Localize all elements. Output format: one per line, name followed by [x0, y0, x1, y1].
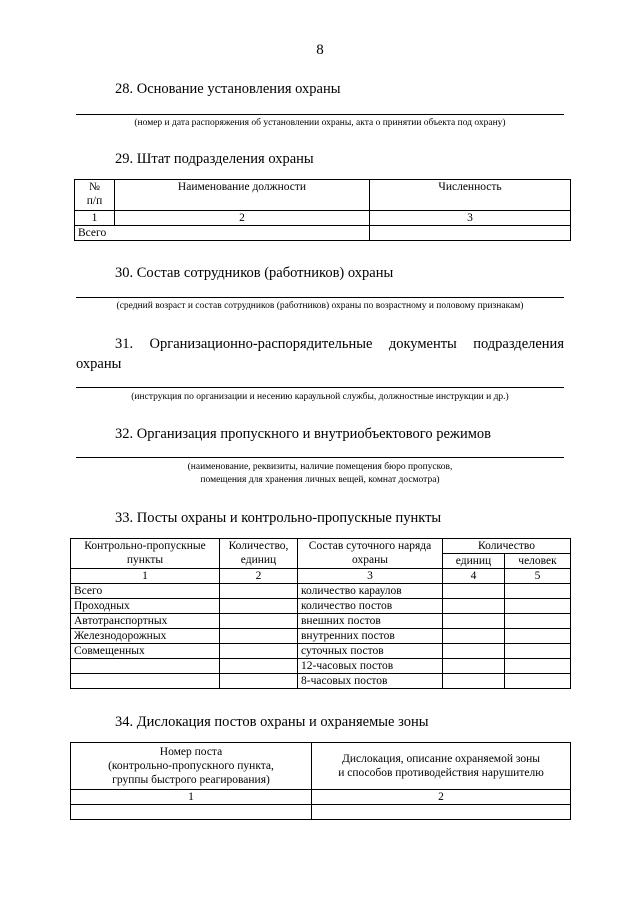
section-33-title: 33. Посты охраны и контрольно-пропускные пункты [115, 510, 442, 526]
posts-persons-cell[interactable] [505, 629, 571, 644]
posts-checkpoint-cell [71, 674, 220, 689]
table-row [71, 805, 571, 820]
posts-checkpoint-cell: Железнодорожных [71, 629, 220, 644]
posts-units-cell[interactable] [443, 674, 505, 689]
posts-header-quantity-group: Количество [443, 539, 571, 554]
table-row [71, 644, 571, 659]
posts-persons-cell[interactable] [505, 674, 571, 689]
section-30-fill-line [76, 297, 564, 298]
table-row [71, 659, 571, 674]
table-row [71, 584, 571, 599]
posts-col-number-3: 3 [298, 569, 443, 584]
staff-table [74, 179, 571, 241]
dislocation-post-cell[interactable] [71, 805, 312, 820]
table-row [71, 674, 571, 689]
section-32-title: 32. Организация пропускного и внутриобъектового режимов [115, 426, 491, 442]
section-31-title-line1: 31. Организационно-распорядительные документы подразделения [115, 336, 564, 352]
posts-duty-cell: 12-часовых постов [298, 659, 443, 674]
section-29-title: 29. Штат подразделения охраны [115, 151, 314, 167]
posts-checkpoint-cell: Совмещенных [71, 644, 220, 659]
posts-duty-cell: суточных постов [298, 644, 443, 659]
dislocation-col-number-1: 1 [71, 790, 312, 805]
staff-col-number-1: 1 [75, 211, 115, 226]
posts-quantity-cell[interactable] [220, 644, 298, 659]
staff-total-label: Всего [75, 226, 370, 241]
section-32-caption-line1: (наименование, реквизиты, наличие помещения бюро пропусков, [187, 462, 453, 472]
posts-header-persons: человек [505, 554, 571, 569]
posts-quantity-cell[interactable] [220, 614, 298, 629]
posts-quantity-cell[interactable] [220, 629, 298, 644]
section-28-title: 28. Основание установления охраны [115, 81, 341, 97]
staff-total-value[interactable] [370, 226, 571, 241]
section-31-title-line2: охраны [76, 356, 122, 372]
posts-col-number-5: 5 [505, 569, 571, 584]
section-32-fill-line [76, 457, 564, 458]
posts-col-number-4: 4 [443, 569, 505, 584]
dislocation-header-post-number: Номер поста (контрольно-пропускного пункта, группы быстрого реагирования) [71, 743, 312, 790]
staff-col-number-2: 2 [115, 211, 370, 226]
table-row [71, 614, 571, 629]
staff-header-count: Численность [370, 180, 571, 211]
posts-units-cell[interactable] [443, 614, 505, 629]
posts-quantity-cell[interactable] [220, 599, 298, 614]
staff-col-number-3: 3 [370, 211, 571, 226]
posts-checkpoint-cell: Всего [71, 584, 220, 599]
posts-units-cell[interactable] [443, 659, 505, 674]
posts-checkpoint-cell [71, 659, 220, 674]
section-32-caption-line2: помещения для хранения личных вещей, комнат досмотра) [200, 475, 440, 485]
posts-persons-cell[interactable] [505, 644, 571, 659]
posts-persons-cell[interactable] [505, 659, 571, 674]
posts-table [70, 538, 571, 689]
section-28-caption: (номер и дата распоряжения об установлении охраны, акта о принятии объекта под охрану) [134, 118, 506, 128]
section-31-caption: (инструкция по организации и несению караульной службы, должностные инструкции и др.) [131, 392, 509, 402]
posts-header-duty: Состав суточного наряда охраны [298, 539, 443, 569]
posts-checkpoint-cell: Автотранспортных [71, 614, 220, 629]
posts-quantity-cell[interactable] [220, 659, 298, 674]
section-28-fill-line [76, 114, 564, 115]
section-30-caption: (средний возраст и состав сотрудников (работников) охраны по возрастному и половому признакам) [116, 301, 524, 311]
posts-units-cell[interactable] [443, 599, 505, 614]
posts-dislocation-table [70, 742, 571, 820]
posts-units-cell[interactable] [443, 584, 505, 599]
posts-units-cell[interactable] [443, 629, 505, 644]
posts-header-units: единиц [443, 554, 505, 569]
posts-col-number-2: 2 [220, 569, 298, 584]
posts-col-number-1: 1 [71, 569, 220, 584]
page-number: 8 [316, 42, 324, 58]
posts-persons-cell[interactable] [505, 584, 571, 599]
posts-header-checkpoints: Контрольно-пропускные пункты [71, 539, 220, 569]
staff-header-number: № п/п [75, 180, 115, 211]
dislocation-header-description: Дислокация, описание охраняемой зоны и способов противодействия нарушителю [312, 743, 571, 790]
posts-persons-cell[interactable] [505, 614, 571, 629]
posts-units-cell[interactable] [443, 644, 505, 659]
section-30-title: 30. Состав сотрудников (работников) охраны [115, 265, 394, 281]
dislocation-col-number-2: 2 [312, 790, 571, 805]
posts-quantity-cell[interactable] [220, 674, 298, 689]
table-row [71, 599, 571, 614]
table-row [71, 629, 571, 644]
posts-duty-cell: внешних постов [298, 614, 443, 629]
posts-quantity-cell[interactable] [220, 584, 298, 599]
posts-header-quantity: Количество, единиц [220, 539, 298, 569]
posts-checkpoint-cell: Проходных [71, 599, 220, 614]
posts-duty-cell: количество постов [298, 599, 443, 614]
section-31-fill-line [76, 387, 564, 388]
dislocation-description-cell[interactable] [312, 805, 571, 820]
posts-duty-cell: внутренних постов [298, 629, 443, 644]
staff-header-position: Наименование должности [115, 180, 370, 211]
posts-duty-cell: количество караулов [298, 584, 443, 599]
section-34-title: 34. Дислокация постов охраны и охраняемые зоны [115, 714, 429, 730]
posts-duty-cell: 8-часовых постов [298, 674, 443, 689]
posts-persons-cell[interactable] [505, 599, 571, 614]
